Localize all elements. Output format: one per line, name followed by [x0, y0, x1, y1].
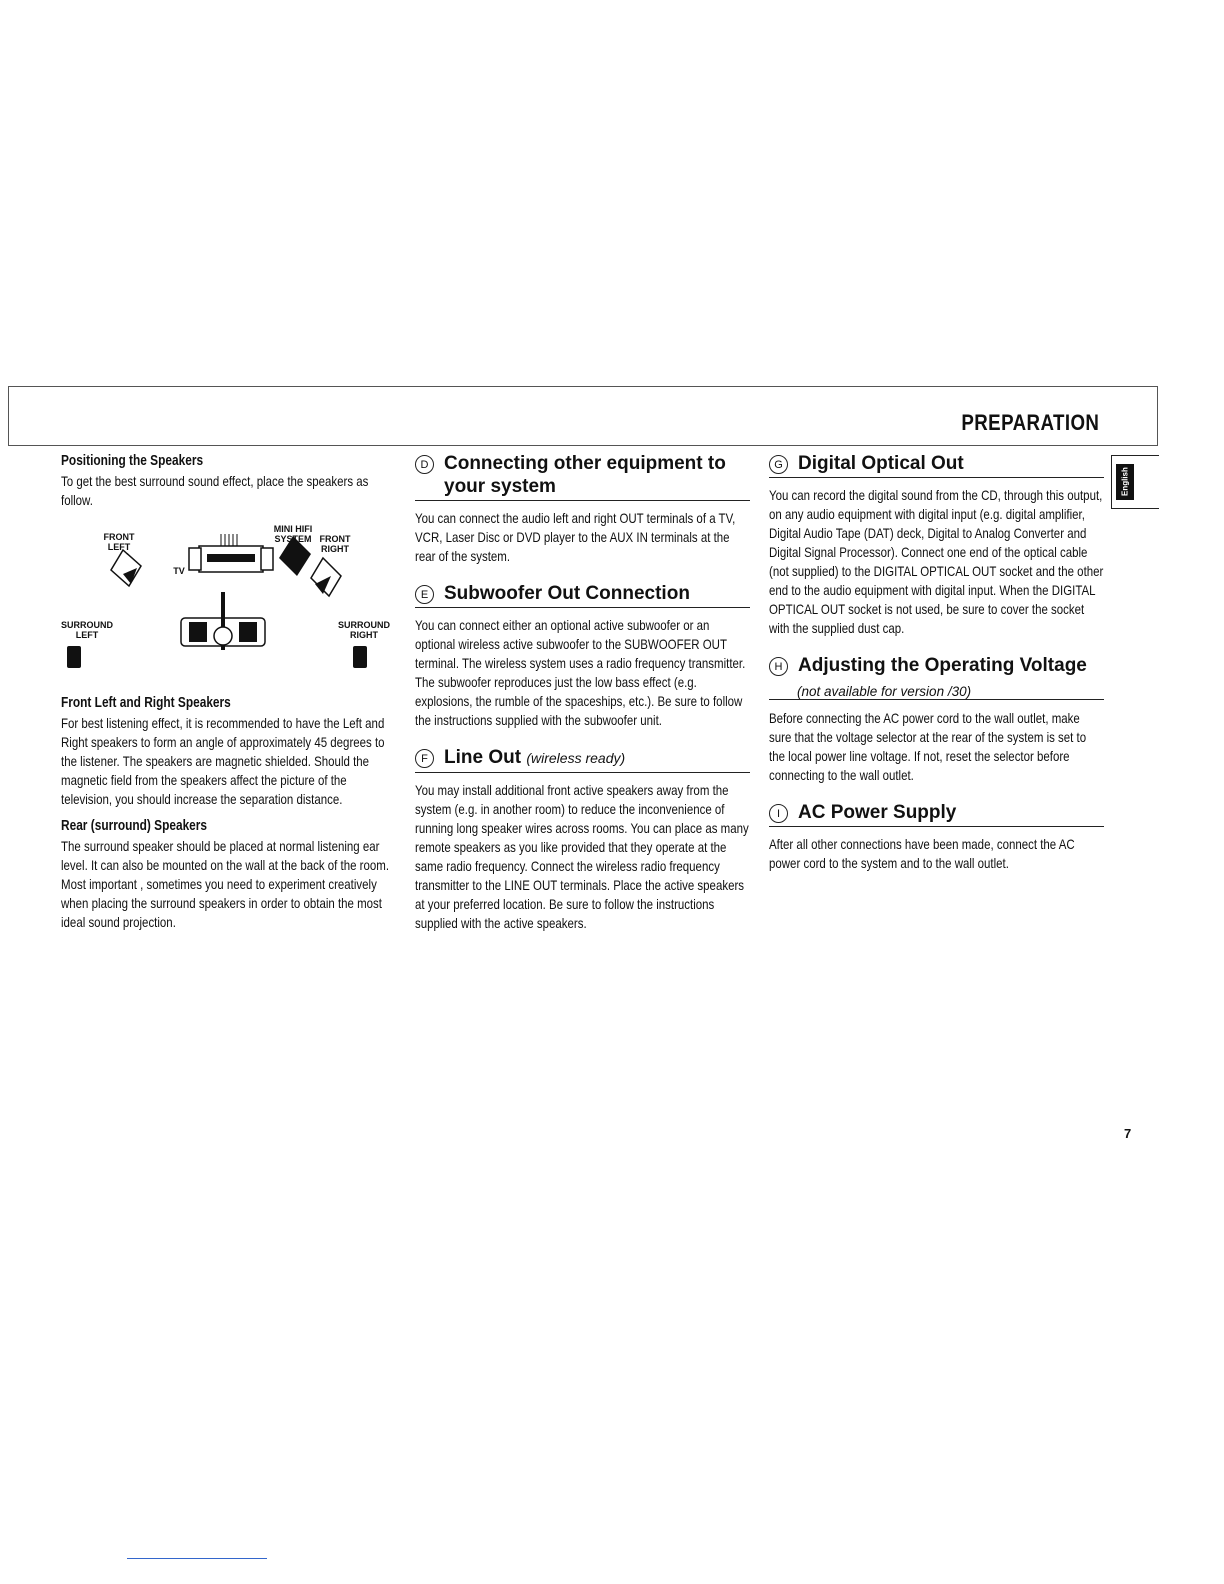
section-h-body: Before connecting the AC power cord to the wall outlet, make sure that the voltage selector at the rear of the system is set to the local power line voltage. If not, reset the selector before connecting to the wall outlet.: [769, 710, 1087, 783]
heading-g: [769, 452, 1104, 478]
page-number: 7: [1124, 1126, 1132, 1141]
letter-e-badge: E: [415, 585, 434, 604]
speaker-layout-diagram: [61, 518, 391, 688]
header-frame-bottom: [8, 445, 1158, 446]
letter-g-badge: G: [769, 455, 788, 474]
section-i-body: After all other connections have been made, connect the AC power cord to the system and to the wall outlet.: [769, 836, 1075, 871]
surround-left-label: SURROUND LEFT: [61, 620, 114, 640]
rear-speakers-body: The surround speaker should be placed at normal listening ear level. It can also be mounted on the wall at the back of the room. Most important , sometimes you need to experiment creatively when placing the surround speakers in order to obtain the most ideal sound projection.: [61, 838, 390, 930]
front-speakers-body: For best listening effect, it is recommended to have the Left and Right speakers to form an angle of approximately 45 degrees to the listener. The speakers are magnetic shielded. Should the magnetic field from the speakers affect the picture of the television, you should increase the separation distance.: [61, 715, 385, 807]
front-speakers-heading: Front Left and Right Speakers: [61, 695, 231, 711]
header-frame-right: [1157, 386, 1158, 446]
letter-f-badge: F: [415, 749, 434, 768]
heading-f: [415, 746, 750, 773]
heading-d-title: Connecting other equipment to your system: [444, 453, 726, 497]
positioning-body: To get the best surround sound effect, place the speakers as follow.: [61, 473, 369, 508]
heading-i-title: AC Power Supply: [798, 802, 957, 823]
language-tab: [1111, 455, 1159, 509]
front-right-label: FRONT RIGHT: [319, 534, 351, 554]
letter-i-badge: I: [769, 804, 788, 823]
heading-i: [769, 801, 1104, 827]
section-title: PREPARATION: [960, 410, 1099, 435]
heading-e: [415, 582, 750, 608]
rear-speakers-heading: Rear (surround) Speakers: [61, 818, 208, 834]
tv-label: TV: [173, 566, 185, 576]
surround-right-label: SURROUND RIGHT: [337, 620, 390, 640]
mini-hifi-label: MINI HIFI SYSTEM: [273, 524, 313, 544]
front-left-label: FRONT LEFT: [103, 532, 135, 552]
heading-e-title: Subwoofer Out Connection: [444, 583, 690, 604]
heading-f-aside: (wireless ready): [526, 750, 626, 766]
header-frame-top: [8, 386, 1158, 387]
language-tab-label: English: [1116, 464, 1134, 500]
section-g-body: You can record the digital sound from the CD, through this output, on any audio equipment with digital input (e.g. digital amplifier, Digital Audio Tape (DAT) deck, Digital to Analog Converter and Digital Signal Processor). Connect one end of the optical cable (not supplied) to the DIGITAL OPTICAL OUT socket and the other end to the audio equipment with digital input. When the DIGITAL OPTICAL OUT socket is not used, be sure to cover the socket with the supplied dust cap.: [769, 487, 1104, 636]
positioning-heading: Positioning the Speakers: [61, 453, 204, 469]
column-positioning: [61, 452, 391, 932]
section-f-body: You may install additional front active speakers away from the system (e.g. in another room) to reduce the inconvenience of running long speaker wires across rooms. You can place as many remote speakers as you like provided that they operate at the same radio frequency. Connect the wireless radio frequency transmitter to the LINE OUT terminals. Place the active speakers at your preferred location. Be sure to follow the instructions supplied with the active speakers.: [415, 782, 749, 931]
column-power: [769, 452, 1104, 873]
heading-d: [415, 452, 750, 501]
bottom-rule: [127, 1558, 267, 1559]
heading-f-title: Line Out: [444, 747, 522, 768]
header-frame-left: [8, 386, 9, 446]
heading-g-title: Digital Optical Out: [798, 453, 964, 474]
heading-h-title: Adjusting the Operating Voltage: [798, 655, 1087, 676]
section-d-body: You can connect the audio left and right OUT terminals of a TV, VCR, Laser Disc or DVD player to the AUX IN terminals at the rear of the system.: [415, 510, 736, 564]
section-e-body: You can connect either an optional active subwoofer or an optional wireless active subwoofer to the SUBWOOFER OUT terminal. The wireless system uses a radio frequency transmitter. The subwoofer reproduces just the low bass effect (e.g. explosions, the rumble of the spaceships, etc.). Be sure to follow the instructions supplied with the subwoofer unit.: [415, 617, 746, 728]
column-connections: [415, 452, 750, 933]
heading-h-subtitle: (not available for version /30): [797, 684, 972, 699]
letter-d-badge: D: [415, 455, 434, 474]
letter-h-badge: H: [769, 657, 788, 676]
